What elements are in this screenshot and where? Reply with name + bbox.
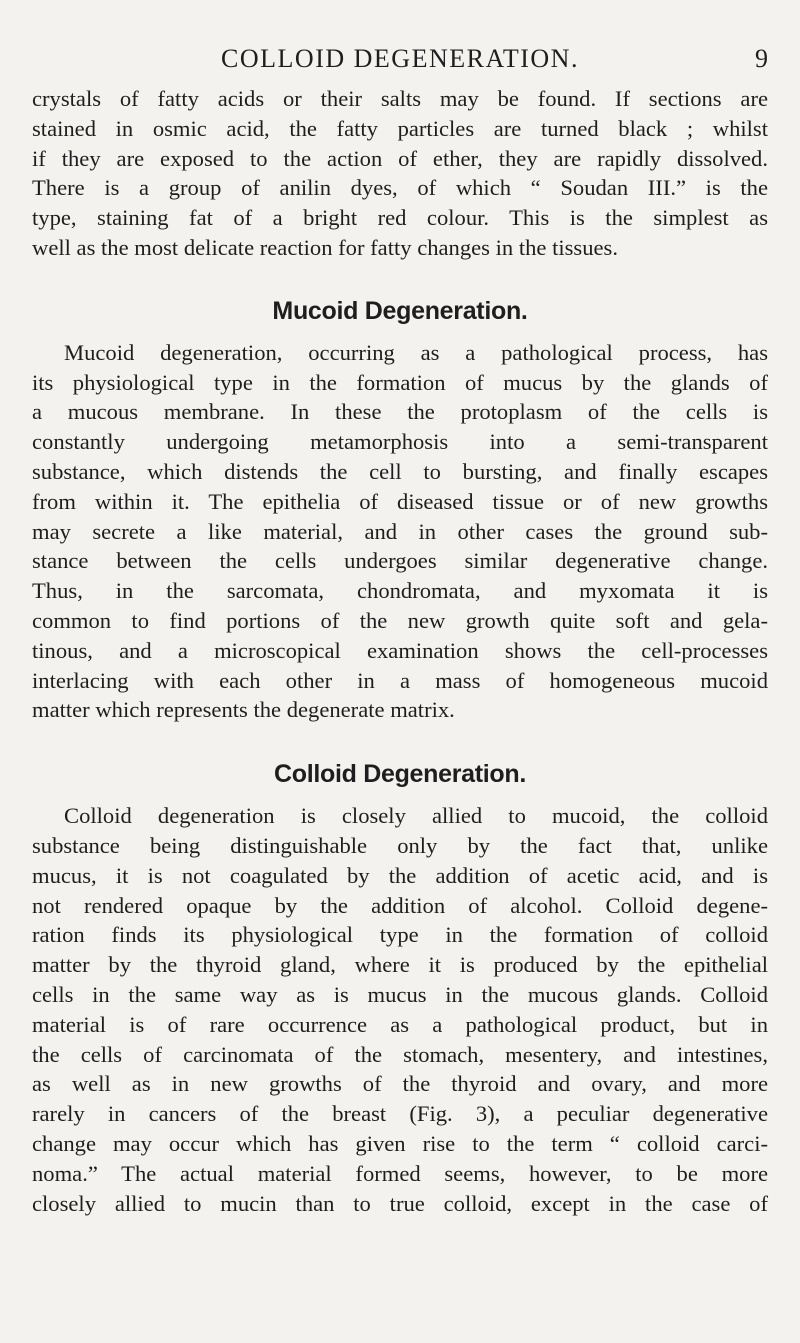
text-line: if they are exposed to the action of ether, they are rapidly dissolved. (32, 145, 768, 171)
text-line: constantly undergoing metamorphosis into a semi-transparent (32, 429, 768, 455)
text-line: closely allied to mucin than to true colloid, except in the case of (32, 1190, 768, 1216)
running-head (30, 44, 770, 84)
text-line: crystals of fatty acids or their salts may be found. If sections are (32, 86, 768, 111)
text-line: not rendered opaque by the addition of alcohol. Colloid degene- (32, 892, 768, 918)
page-number: 9 (755, 44, 768, 73)
text-line: Mucoid degeneration, occurring as a pathological process, has (64, 339, 768, 365)
text-line: substance being distinguishable only by the fact that, unlike (32, 832, 768, 858)
text-line: Colloid degeneration is closely allied to mucoid, the colloid (64, 803, 768, 829)
text-line: stance between the cells undergoes similar degenerative change. (32, 548, 768, 574)
text-line: matter by the thyroid gland, where it is produced by the epithelial (32, 952, 768, 978)
mucoid-heading: Mucoid Degeneration. (272, 296, 528, 325)
text-line: mucus, it is not coagulated by the addition of acetic acid, and is (32, 862, 768, 888)
text-line: type, staining fat of a bright red colour. This is the simplest as (32, 205, 768, 231)
body-text (32, 84, 768, 1218)
text-line: matter which represents the degenerate matrix. (32, 697, 455, 723)
text-line: material is of rare occurrence as a pathological product, but in (32, 1011, 768, 1037)
text-line: well as the most delicate reaction for fatty changes in the tissues. (32, 234, 618, 260)
text-line: change may occur which has given rise to the term “ colloid carci- (32, 1130, 768, 1156)
colloid-paragraph (32, 801, 768, 1218)
running-title: COLLOID DEGENERATION. (221, 44, 579, 73)
text-line: There is a group of anilin dyes, of which “ Soudan III.” is the (32, 175, 768, 201)
text-line: a mucous membrane. In these the protoplasm of the cells is (32, 399, 768, 425)
text-line: tinous, and a microscopical examination shows the cell-processes (32, 637, 768, 663)
text-line: as well as in new growths of the thyroid and ovary, and more (32, 1071, 768, 1097)
mucoid-paragraph (32, 338, 768, 725)
text-line: rarely in cancers of the breast (Fig. 3), a peculiar degenerative (32, 1101, 768, 1127)
text-line: stained in osmic acid, the fatty particles are turned black ; whilst (32, 115, 768, 141)
text-line: common to find portions of the new growth quite soft and gela- (32, 607, 768, 633)
text-line: cells in the same way as is mucus in the mucous glands. Colloid (32, 981, 768, 1007)
text-line: from within it. The epithelia of diseased tissue or of new growths (32, 488, 768, 514)
text-line: interlacing with each other in a mass of homogeneous mucoid (32, 667, 768, 693)
intro-paragraph (32, 84, 768, 263)
text-line: may secrete a like material, and in other cases the ground sub- (32, 518, 768, 544)
text-line: ration finds its physiological type in the formation of colloid (32, 922, 768, 948)
colloid-heading: Colloid Degeneration. (273, 760, 527, 789)
text-line: Thus, in the sarcomata, chondromata, and myxomata it is (32, 578, 768, 604)
text-line: its physiological type in the formation of mucus by the glands of (32, 369, 768, 395)
text-line: the cells of carcinomata of the stomach, mesentery, and intestines, (32, 1041, 768, 1067)
text-line: noma.” The actual material formed seems, however, to be more (32, 1160, 768, 1186)
text-line: substance, which distends the cell to bursting, and finally escapes (32, 458, 768, 484)
